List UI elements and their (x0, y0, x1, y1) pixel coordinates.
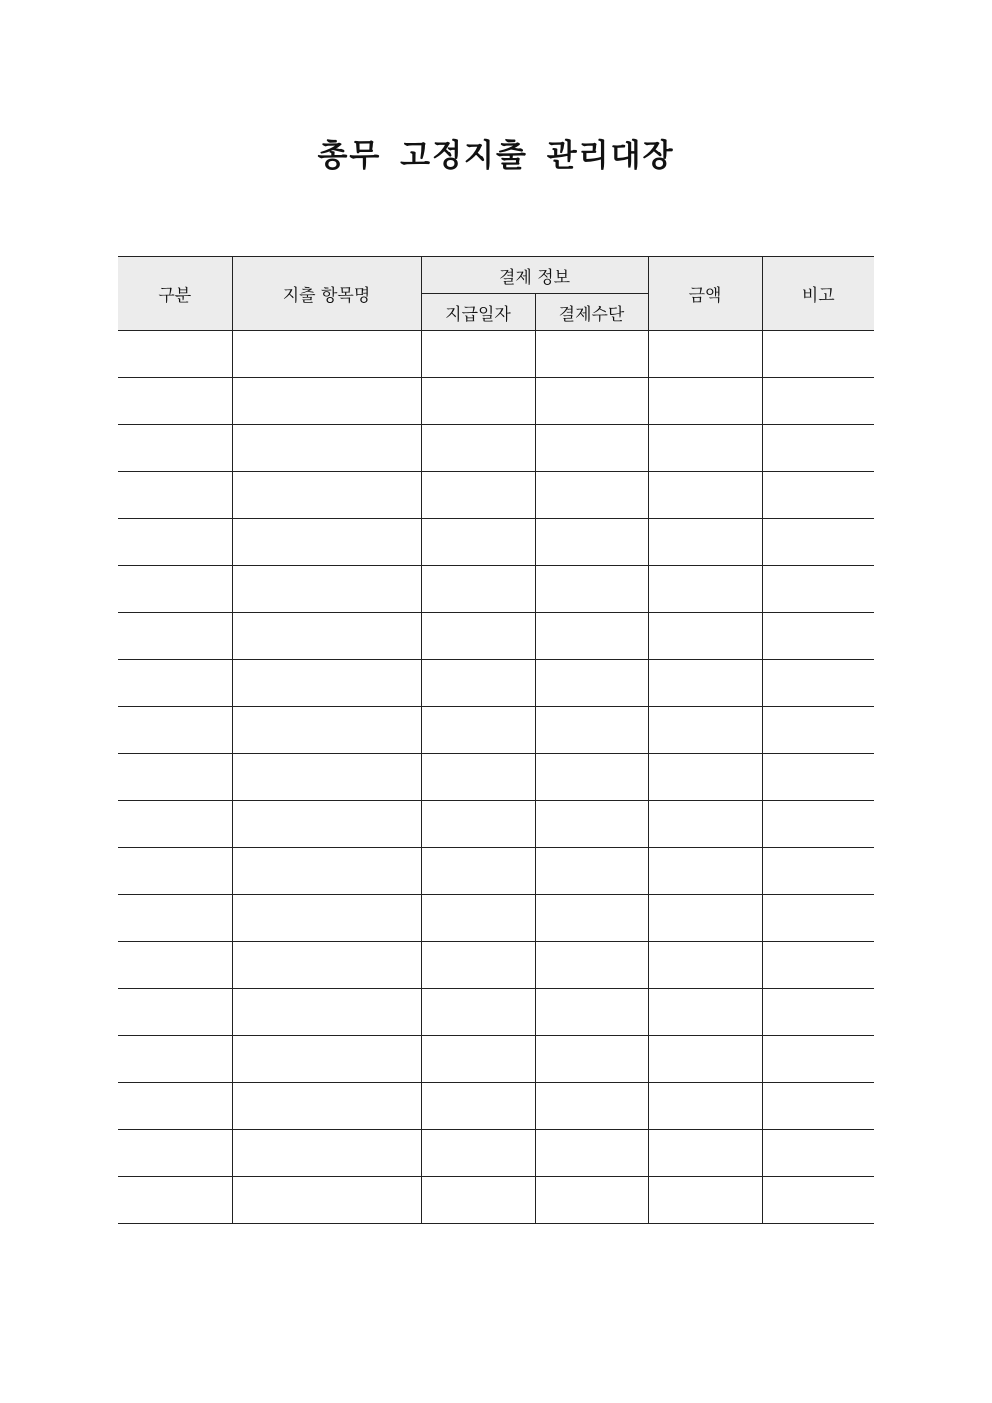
cell-payment-date[interactable] (421, 660, 535, 707)
cell-payment-method[interactable] (535, 1036, 648, 1083)
cell-notes[interactable] (762, 1083, 874, 1130)
cell-item-name[interactable] (232, 519, 421, 566)
cell-category[interactable] (118, 1177, 232, 1224)
cell-notes[interactable] (762, 1177, 874, 1224)
table-row (118, 989, 874, 1036)
cell-payment-method[interactable] (535, 425, 648, 472)
cell-amount[interactable] (648, 1083, 762, 1130)
cell-notes[interactable] (762, 660, 874, 707)
cell-item-name[interactable] (232, 848, 421, 895)
cell-payment-method[interactable] (535, 1083, 648, 1130)
header-payment-date: 지급일자 (421, 294, 535, 331)
table-body (118, 331, 874, 1224)
table-row (118, 848, 874, 895)
cell-category[interactable] (118, 801, 232, 848)
cell-notes[interactable] (762, 566, 874, 613)
cell-payment-date[interactable] (421, 472, 535, 519)
cell-payment-method[interactable] (535, 942, 648, 989)
cell-payment-date[interactable] (421, 1083, 535, 1130)
cell-amount[interactable] (648, 1130, 762, 1177)
cell-amount[interactable] (648, 566, 762, 613)
cell-notes[interactable] (762, 848, 874, 895)
cell-item-name[interactable] (232, 1083, 421, 1130)
cell-payment-date[interactable] (421, 378, 535, 425)
table-row (118, 942, 874, 989)
table-row (118, 425, 874, 472)
cell-payment-method[interactable] (535, 613, 648, 660)
cell-amount[interactable] (648, 989, 762, 1036)
cell-notes[interactable] (762, 1036, 874, 1083)
cell-payment-method[interactable] (535, 660, 648, 707)
cell-category[interactable] (118, 519, 232, 566)
cell-amount[interactable] (648, 660, 762, 707)
cell-category[interactable] (118, 942, 232, 989)
cell-category[interactable] (118, 1036, 232, 1083)
header-category: 구분 (118, 257, 232, 331)
cell-item-name[interactable] (232, 1177, 421, 1224)
cell-amount[interactable] (648, 707, 762, 754)
cell-category[interactable] (118, 472, 232, 519)
cell-category[interactable] (118, 660, 232, 707)
cell-payment-method[interactable] (535, 801, 648, 848)
cell-amount[interactable] (648, 942, 762, 989)
cell-item-name[interactable] (232, 895, 421, 942)
cell-amount[interactable] (648, 895, 762, 942)
cell-item-name[interactable] (232, 942, 421, 989)
cell-payment-date[interactable] (421, 1130, 535, 1177)
cell-payment-method[interactable] (535, 895, 648, 942)
cell-notes[interactable] (762, 1130, 874, 1177)
cell-category[interactable] (118, 331, 232, 378)
cell-category[interactable] (118, 613, 232, 660)
cell-category[interactable] (118, 895, 232, 942)
table-row (118, 1036, 874, 1083)
cell-payment-date[interactable] (421, 1177, 535, 1224)
cell-category[interactable] (118, 754, 232, 801)
cell-notes[interactable] (762, 754, 874, 801)
cell-notes[interactable] (762, 613, 874, 660)
table-row (118, 895, 874, 942)
cell-payment-method[interactable] (535, 754, 648, 801)
table-row (118, 707, 874, 754)
table-row (118, 613, 874, 660)
cell-item-name[interactable] (232, 378, 421, 425)
cell-item-name[interactable] (232, 472, 421, 519)
cell-payment-date[interactable] (421, 613, 535, 660)
table-row (118, 1130, 874, 1177)
cell-item-name[interactable] (232, 989, 421, 1036)
cell-payment-date[interactable] (421, 989, 535, 1036)
cell-notes[interactable] (762, 331, 874, 378)
cell-amount[interactable] (648, 613, 762, 660)
cell-notes[interactable] (762, 472, 874, 519)
cell-amount[interactable] (648, 1177, 762, 1224)
cell-amount[interactable] (648, 378, 762, 425)
cell-payment-method[interactable] (535, 989, 648, 1036)
cell-item-name[interactable] (232, 566, 421, 613)
expense-ledger-table (118, 256, 874, 1224)
table-row (118, 801, 874, 848)
cell-category[interactable] (118, 425, 232, 472)
table-row (118, 566, 874, 613)
cell-payment-date[interactable] (421, 895, 535, 942)
cell-payment-method[interactable] (535, 519, 648, 566)
cell-payment-method[interactable] (535, 707, 648, 754)
cell-payment-method[interactable] (535, 848, 648, 895)
cell-item-name[interactable] (232, 801, 421, 848)
cell-item-name[interactable] (232, 425, 421, 472)
cell-notes[interactable] (762, 989, 874, 1036)
cell-category[interactable] (118, 566, 232, 613)
table-row (118, 472, 874, 519)
header-item-name: 지출 항목명 (232, 257, 421, 331)
header-notes: 비고 (762, 257, 874, 331)
cell-amount[interactable] (648, 1036, 762, 1083)
cell-payment-date[interactable] (421, 848, 535, 895)
cell-category[interactable] (118, 989, 232, 1036)
header-amount: 금액 (648, 257, 762, 331)
table-row (118, 519, 874, 566)
cell-payment-date[interactable] (421, 801, 535, 848)
cell-notes[interactable] (762, 378, 874, 425)
cell-payment-method[interactable] (535, 378, 648, 425)
cell-payment-date[interactable] (421, 942, 535, 989)
cell-category[interactable] (118, 378, 232, 425)
cell-amount[interactable] (648, 801, 762, 848)
table-row (118, 754, 874, 801)
cell-payment-date[interactable] (421, 519, 535, 566)
cell-payment-date[interactable] (421, 331, 535, 378)
table-row (118, 331, 874, 378)
cell-notes[interactable] (762, 801, 874, 848)
cell-category[interactable] (118, 1130, 232, 1177)
header-payment-method: 결제수단 (535, 294, 648, 331)
header-payment-info: 결제 정보 (421, 257, 648, 294)
cell-payment-method[interactable] (535, 566, 648, 613)
cell-category[interactable] (118, 707, 232, 754)
page-title: 총무 고정지출 관리대장 (317, 138, 675, 174)
cell-payment-date[interactable] (421, 754, 535, 801)
cell-amount[interactable] (648, 472, 762, 519)
cell-item-name[interactable] (232, 1036, 421, 1083)
cell-notes[interactable] (762, 425, 874, 472)
cell-item-name[interactable] (232, 331, 421, 378)
table-row (118, 660, 874, 707)
cell-payment-date[interactable] (421, 707, 535, 754)
cell-payment-date[interactable] (421, 1036, 535, 1083)
table-header (118, 257, 874, 331)
cell-notes[interactable] (762, 942, 874, 989)
cell-amount[interactable] (648, 519, 762, 566)
cell-item-name[interactable] (232, 613, 421, 660)
cell-payment-method[interactable] (535, 472, 648, 519)
cell-item-name[interactable] (232, 707, 421, 754)
cell-item-name[interactable] (232, 754, 421, 801)
cell-amount[interactable] (648, 848, 762, 895)
table-row (118, 1177, 874, 1224)
cell-item-name[interactable] (232, 1130, 421, 1177)
table-row (118, 378, 874, 425)
cell-payment-method[interactable] (535, 331, 648, 378)
cell-notes[interactable] (762, 519, 874, 566)
cell-category[interactable] (118, 848, 232, 895)
cell-payment-method[interactable] (535, 1177, 648, 1224)
cell-amount[interactable] (648, 425, 762, 472)
cell-category[interactable] (118, 1083, 232, 1130)
cell-notes[interactable] (762, 895, 874, 942)
cell-notes[interactable] (762, 707, 874, 754)
cell-payment-method[interactable] (535, 1130, 648, 1177)
cell-item-name[interactable] (232, 660, 421, 707)
cell-amount[interactable] (648, 331, 762, 378)
cell-amount[interactable] (648, 754, 762, 801)
cell-payment-date[interactable] (421, 566, 535, 613)
cell-payment-date[interactable] (421, 425, 535, 472)
table-row (118, 1083, 874, 1130)
